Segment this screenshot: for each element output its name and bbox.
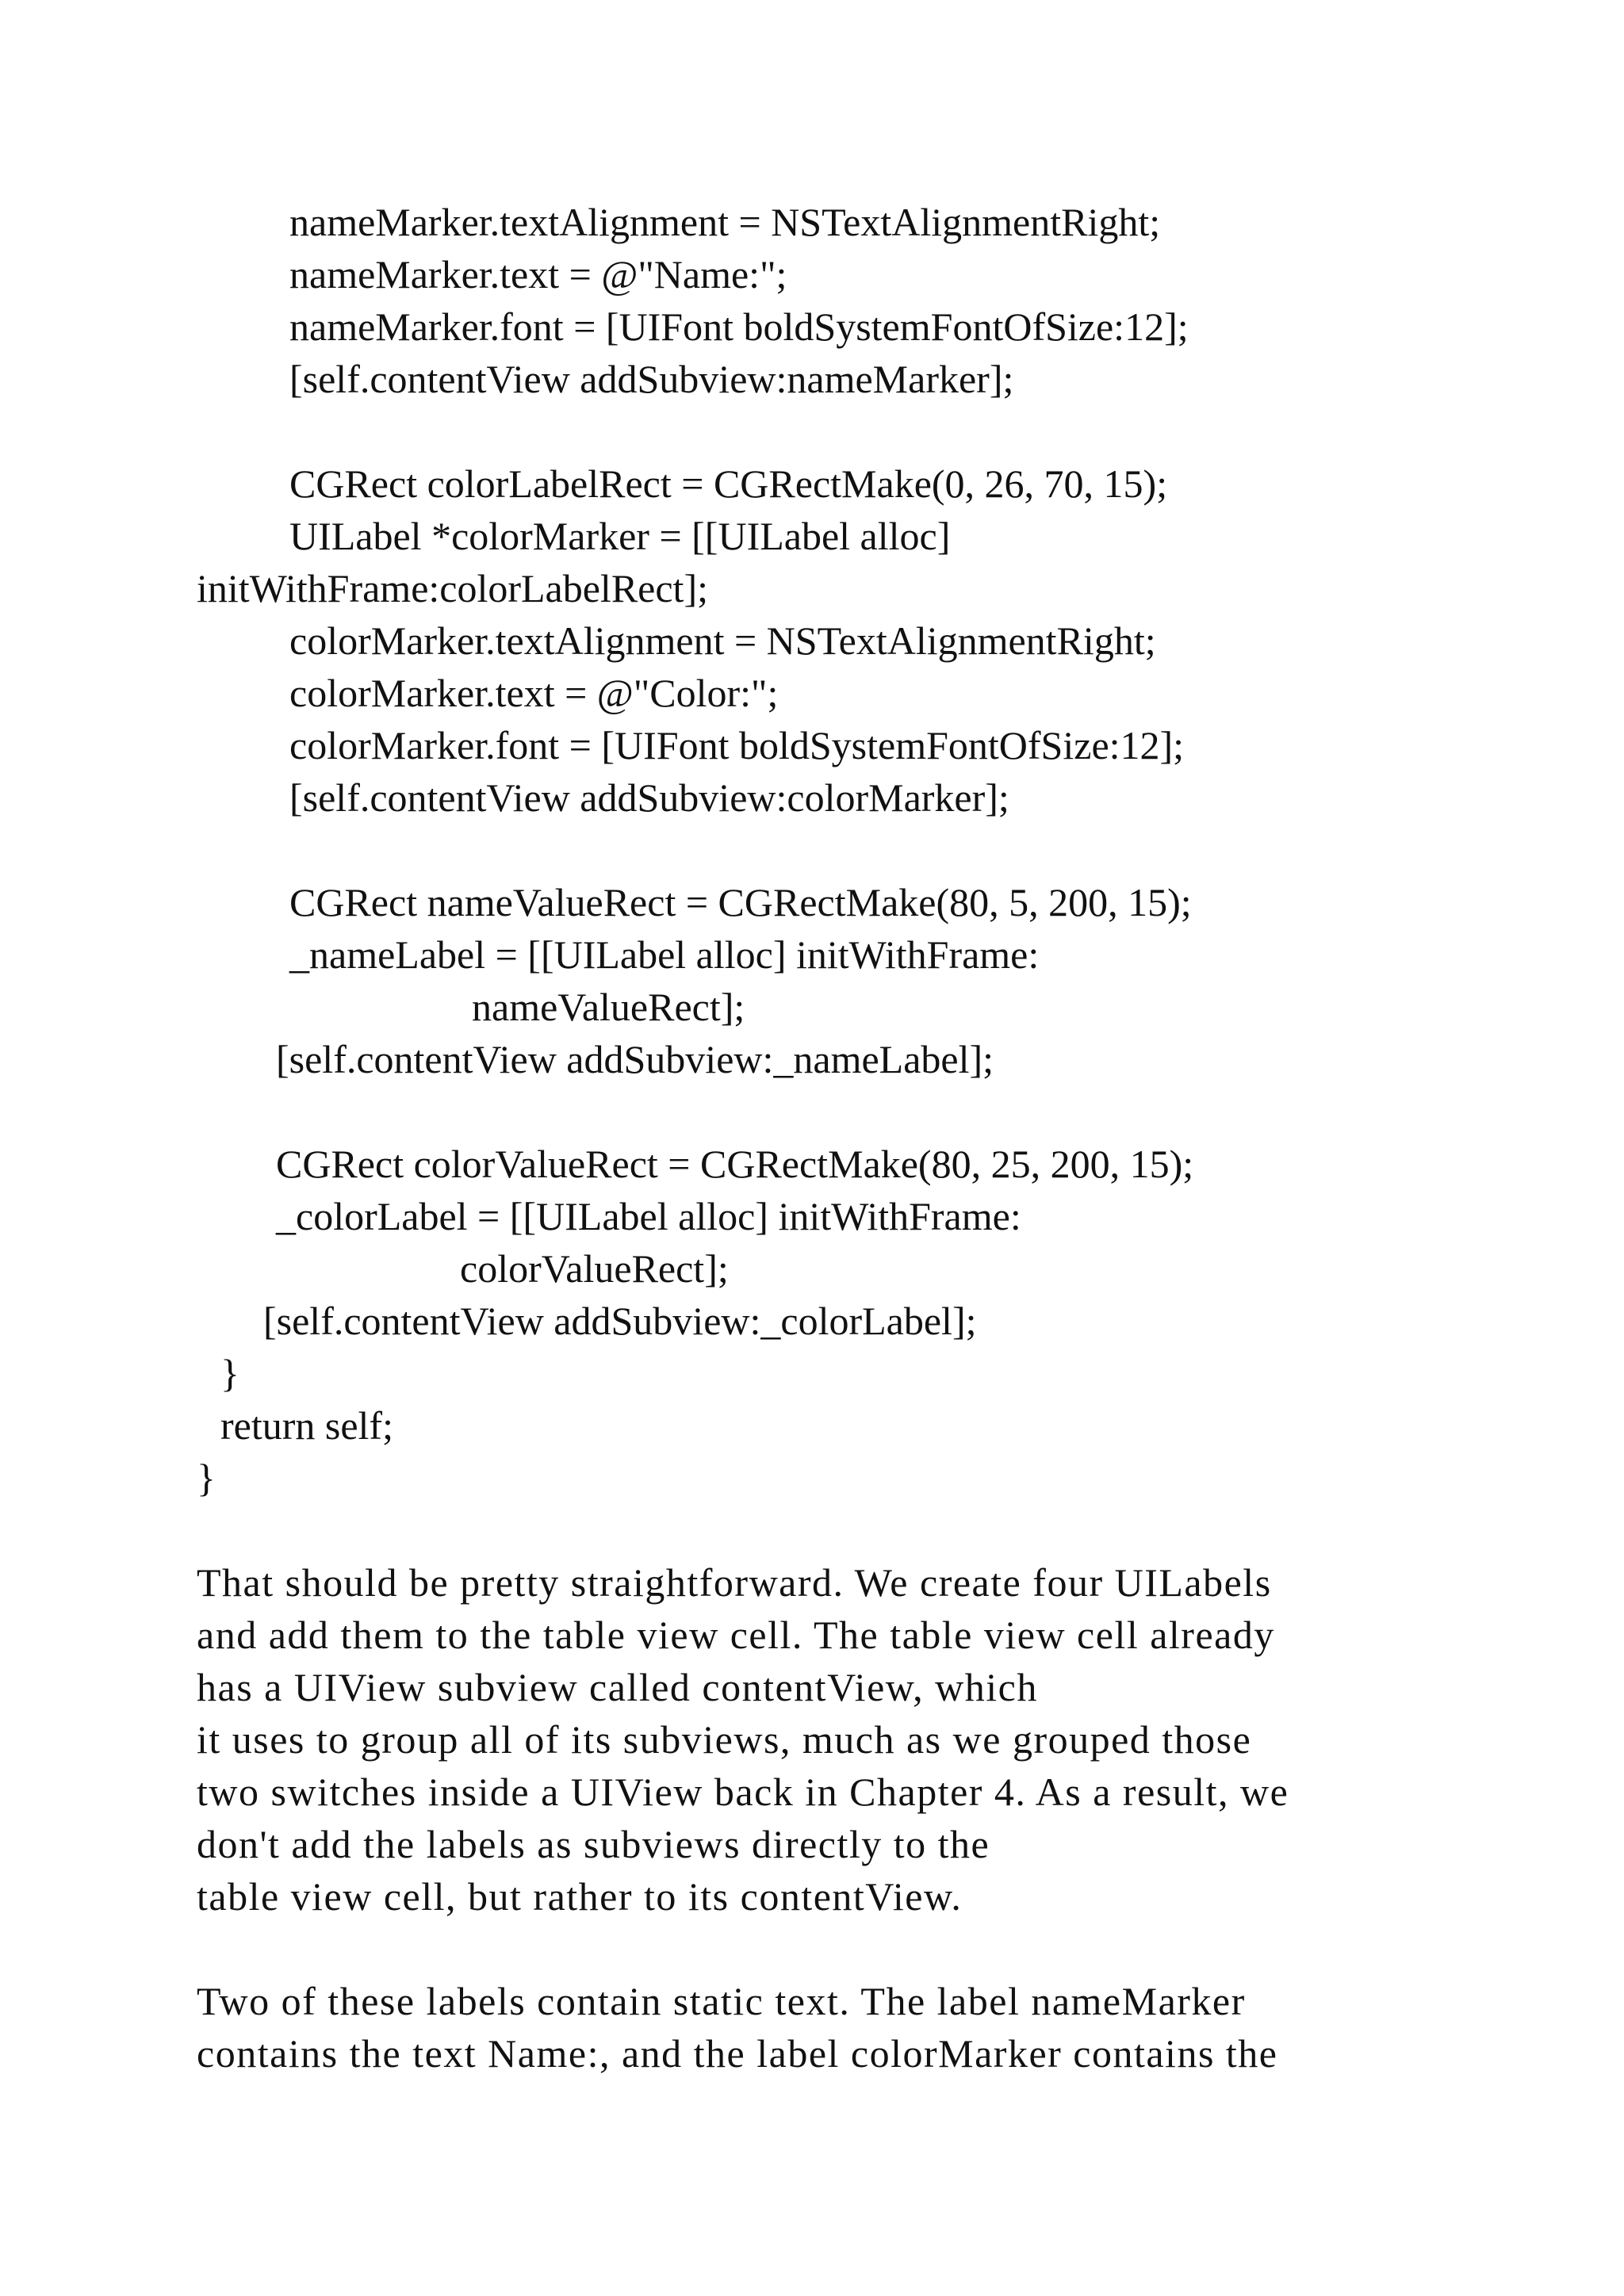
code-line: UILabel *colorMarker = [[UILabel alloc] — [289, 514, 951, 558]
code-line: nameValueRect]; — [472, 985, 745, 1029]
code-line: CGRect colorValueRect = CGRectMake(80, 25, 200, 15); — [276, 1142, 1194, 1186]
code-line: [self.contentView addSubview:_nameLabel]; — [276, 1037, 994, 1081]
code-line: CGRect colorLabelRect = CGRectMake(0, 26, 70, 15); — [289, 461, 1168, 506]
code-line: colorMarker.font = [UIFont boldSystemFontOfSize:12]; — [289, 723, 1185, 767]
code-line: [self.contentView addSubview:nameMarker]; — [289, 357, 1014, 401]
code-line: _colorLabel = [[UILabel alloc] initWithFrame: — [276, 1194, 1021, 1238]
code-line: CGRect nameValueRect = CGRectMake(80, 5, 200, 15); — [289, 880, 1192, 924]
code-line: nameMarker.textAlignment = NSTextAlignmentRight; — [289, 200, 1161, 244]
prose-line: table view cell, but rather to its contentView. — [197, 1874, 963, 1919]
code-line: } — [197, 1456, 216, 1500]
prose-line: That should be pretty straightforward. We create four UILabels — [197, 1560, 1272, 1605]
code-line: colorMarker.text = @"Color:"; — [289, 671, 779, 715]
code-line: return self; — [220, 1403, 393, 1448]
prose-line: has a UIView subview called contentView, which — [197, 1665, 1038, 1709]
code-line: [self.contentView addSubview:_colorLabel]; — [263, 1299, 977, 1343]
prose-line: don't add the labels as subviews directly to the — [197, 1822, 990, 1866]
code-line: colorMarker.textAlignment = NSTextAlignmentRight; — [289, 618, 1156, 663]
prose-line: two switches inside a UIView back in Chapter 4. As a result, we — [197, 1770, 1289, 1814]
prose-line: it uses to group all of its subviews, much as we grouped those — [197, 1717, 1252, 1762]
code-line: initWithFrame:colorLabelRect]; — [197, 566, 708, 610]
code-line: [self.contentView addSubview:colorMarker]; — [289, 775, 1009, 820]
code-line: nameMarker.font = [UIFont boldSystemFontOfSize:12]; — [289, 304, 1189, 349]
code-line: } — [220, 1351, 239, 1395]
prose-line: and add them to the table view cell. The table view cell already — [197, 1613, 1275, 1657]
prose-line: Two of these labels contain static text. The label nameMarker — [197, 1979, 1246, 2023]
code-line: _nameLabel = [[UILabel alloc] initWithFrame: — [289, 932, 1040, 977]
code-line: nameMarker.text = @"Name:"; — [289, 252, 787, 297]
code-line: colorValueRect]; — [460, 1246, 729, 1291]
prose-line: contains the text Name:, and the label colorMarker contains the — [197, 2031, 1278, 2076]
